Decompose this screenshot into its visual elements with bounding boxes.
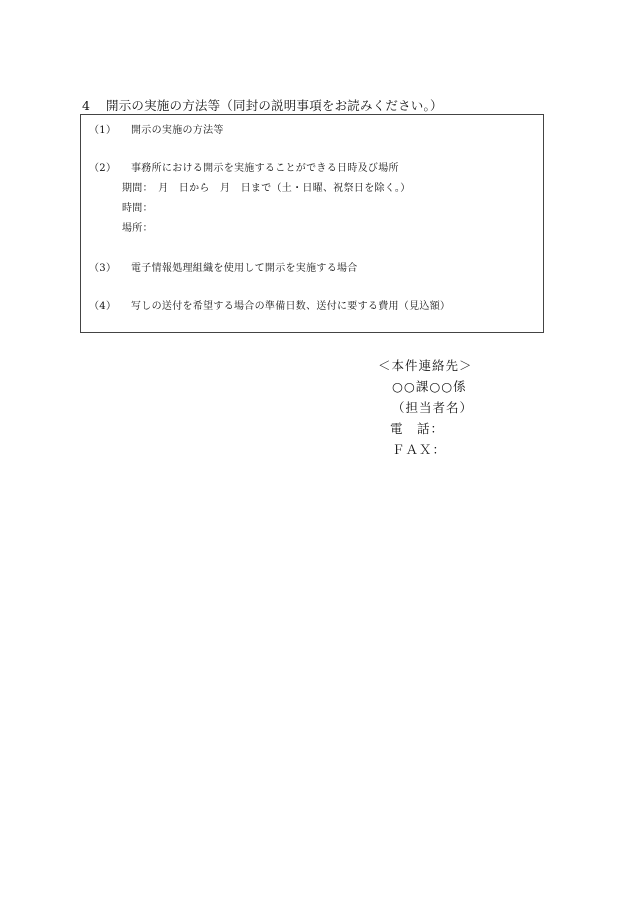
contact-person: （担当者名） [392,400,474,415]
item-1-text: 開示の実施の方法等 [131,125,224,136]
item-2-period: 期間： 月 日から 月 日まで（土・日曜、祝祭日を除く。） [122,183,411,194]
item-1-number: （1） [89,125,117,136]
contact-header: ＜本件連絡先＞ [378,358,473,373]
item-4-text: 写しの送付を希望する場合の準備日数、送付に要する費用（見込額） [131,301,451,312]
item-3 [89,259,358,274]
section-title: 開示の実施の方法等（同封の説明事項をお読みください。） [106,98,443,113]
contact-fax: ＦＡＸ： [392,442,447,457]
item-2-place: 場所： [122,223,153,234]
contact-phone: 電 話： [390,421,445,436]
section-number: 4 [82,98,91,113]
item-2-number: （2） [89,163,117,174]
disclosure-method-box [80,114,544,333]
item-2-time: 時間： [122,203,153,214]
item-2-text: 事務所における開示を実施することができる日時及び場所 [131,163,399,174]
item-4-number: （4） [89,301,117,312]
item-2 [89,159,399,174]
item-3-number: （3） [89,263,117,274]
item-3-text: 電子情報処理組織を使用して開示を実施する場合 [131,263,358,274]
section-heading [82,96,443,114]
item-4 [89,297,450,312]
item-1 [89,121,224,136]
contact-department: ○○課○○係 [392,379,467,394]
